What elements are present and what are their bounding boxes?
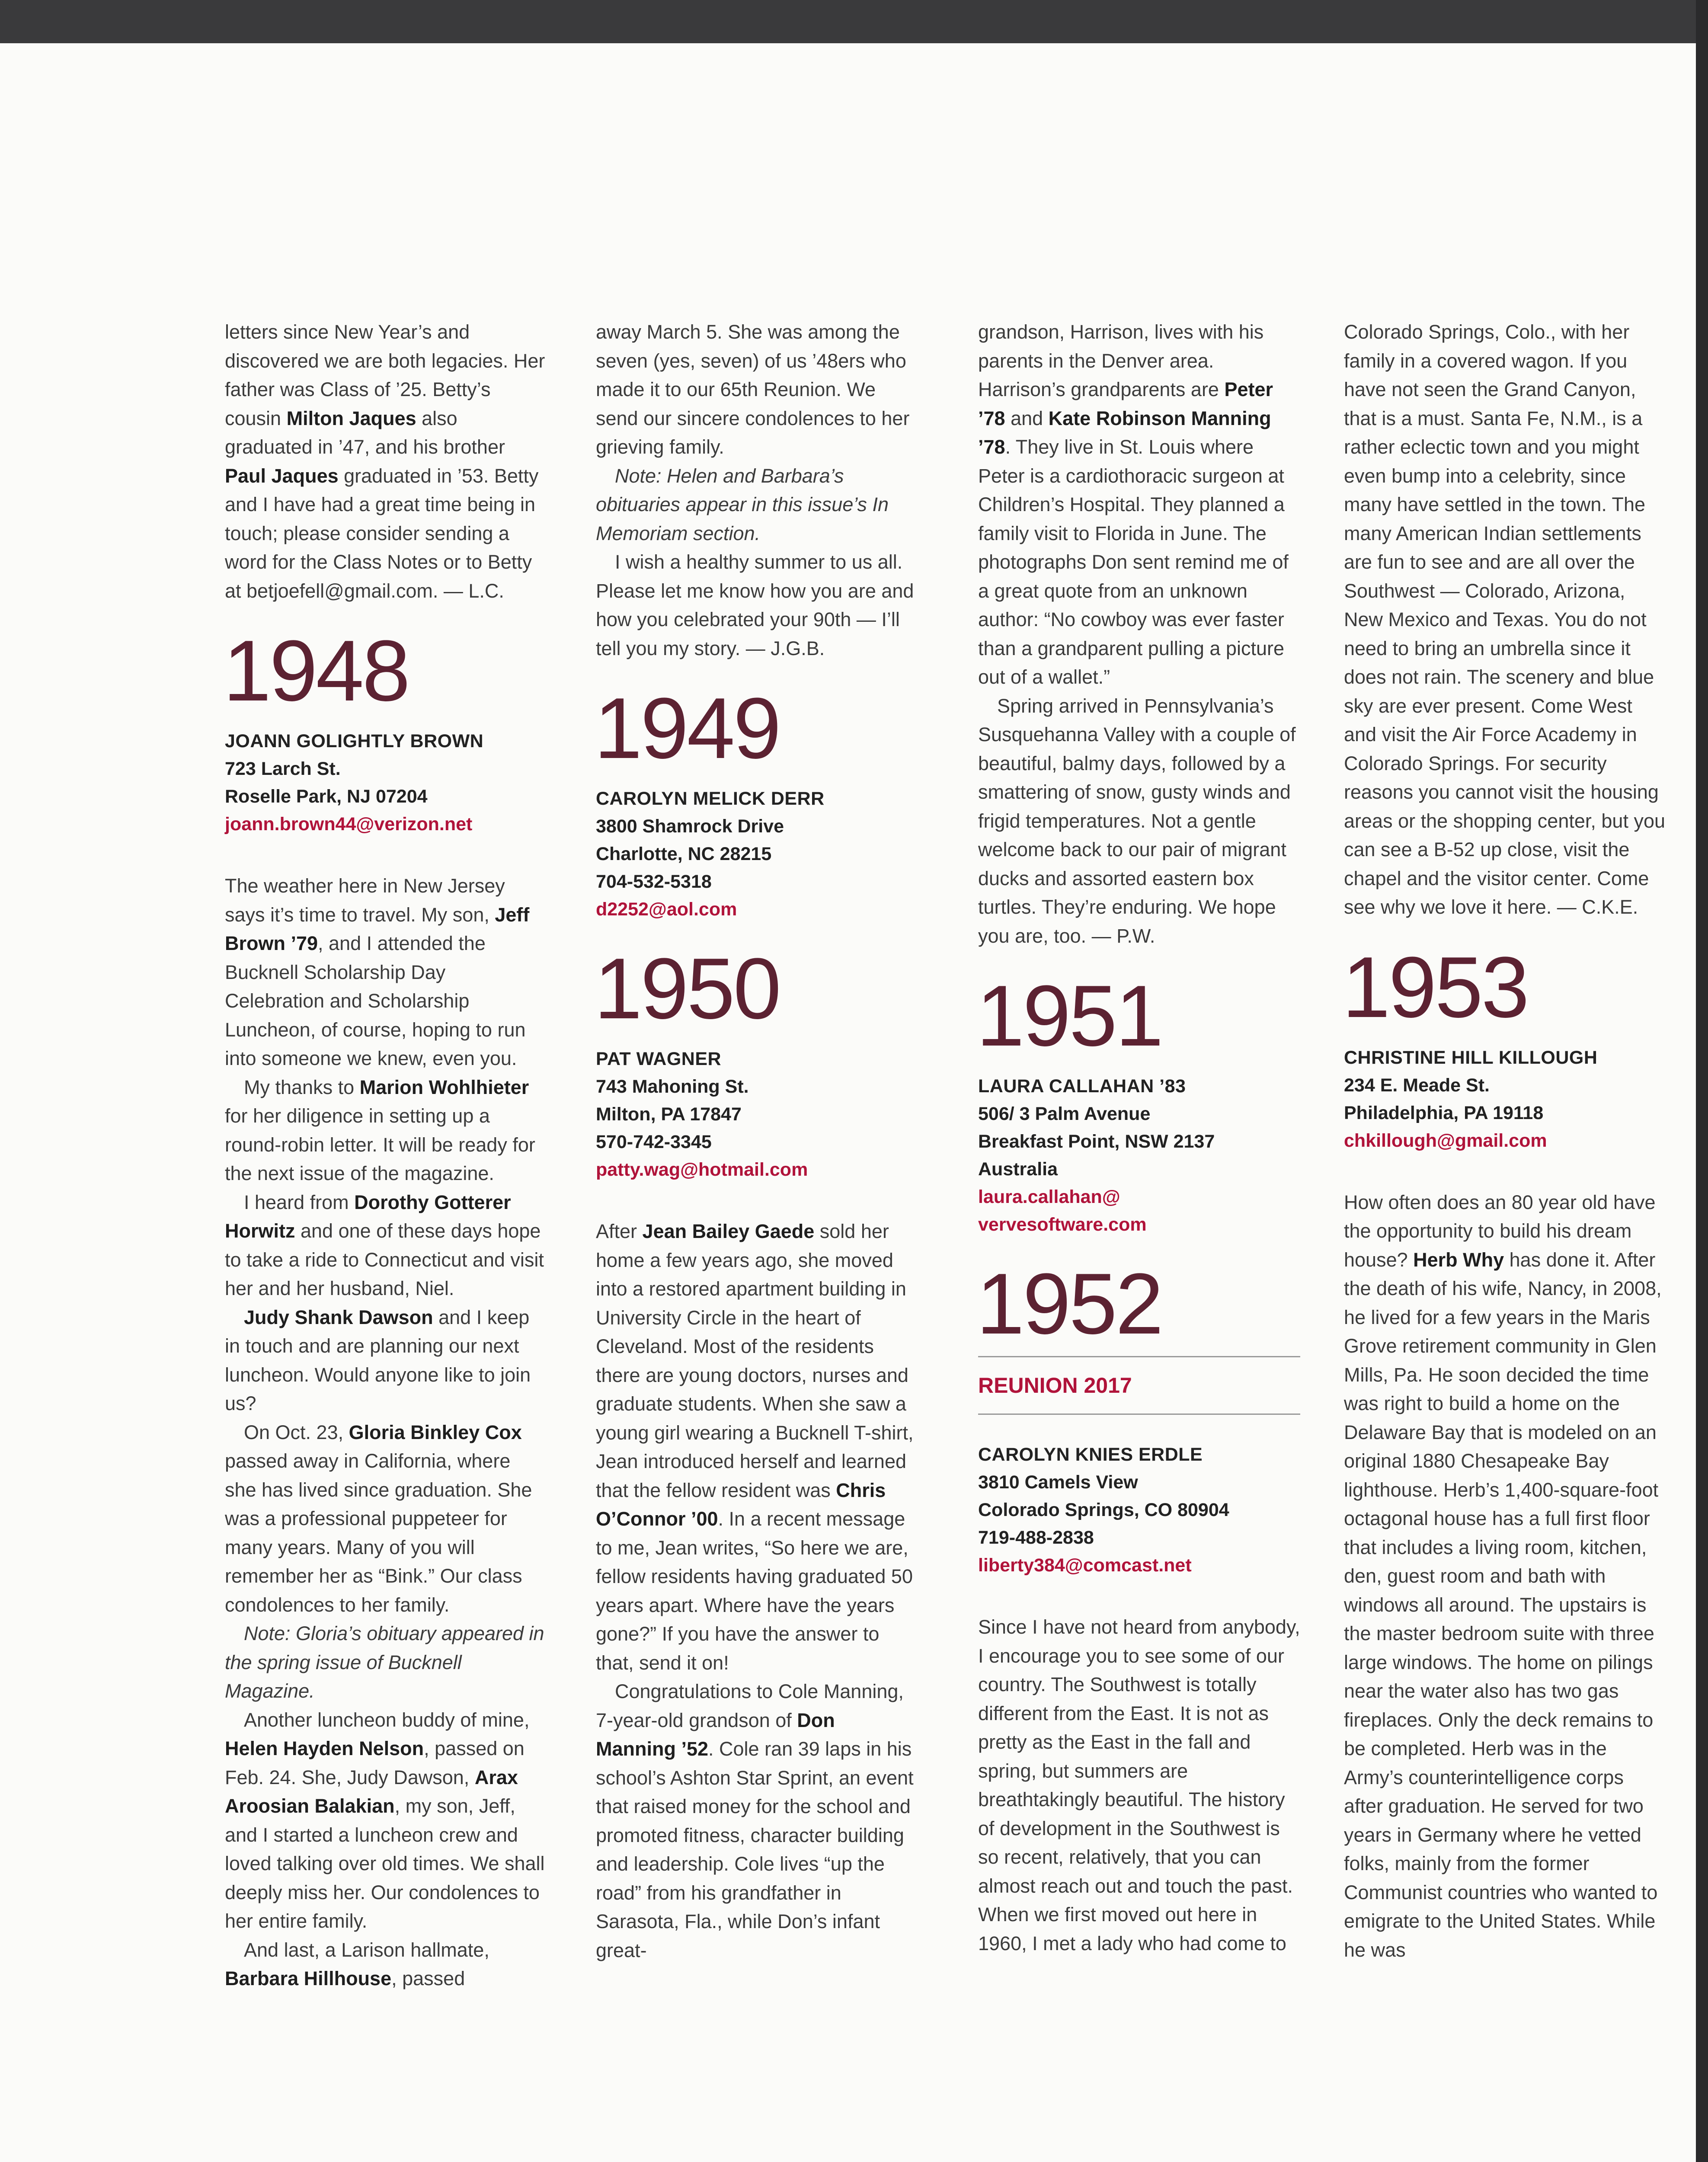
contact-name: JOANN GOLIGHTLY BROWN xyxy=(225,731,484,752)
paragraph-note: Note: Gloria’s obituary appeared in the spring issue of Bucknell Magazine. xyxy=(225,1622,544,1702)
class-year-heading: 1953 xyxy=(1342,939,1528,1036)
page-spine-shadow xyxy=(1696,0,1708,2162)
class-year-heading: 1950 xyxy=(594,940,780,1037)
paragraph: I wish a healthy summer to us all. Please let me know how you are and how you celebrated your 90th — I’ll tell you my story. — J.G.B. xyxy=(596,551,914,659)
paragraph: away March 5. She was among the seven (yes, seven) of us ’48ers who made it to our 65th Reunion. We send our sincere condolences to her grieving family. xyxy=(596,321,910,458)
contact-city: Colorado Springs, CO 80904 xyxy=(978,1500,1229,1520)
class-contact xyxy=(596,1045,918,1183)
contact-email: d2252@aol.com xyxy=(596,899,737,920)
contact-street: 723 Larch St. xyxy=(225,758,341,779)
paragraph: letters since New Year’s and discovered we are both legacies. Her father was Class of ’25. Betty’s cousin Milton Jaques also graduated in ’47, and his brother Paul Jaques graduated in ’53. Betty and I have had a great time being in touch; please consider sending a word for the Class Notes or to Betty at betjoefell@gmail.com. — L.C. xyxy=(225,321,545,602)
contact-street: 3810 Camels View xyxy=(978,1472,1138,1493)
paragraph: grandson, Harrison, lives with his parents in the Denver area. Harrison’s grandparents are Peter ’78 and Kate Robinson Manning ’78. They live in St. Louis where Peter is a cardiothoracic surgeon at Children’s Hospital. They planned a family visit to Florida in June. The photographs Don sent remind me of a great quote from an unknown author: “No cowboy was ever faster than a grandparent pulling a picture out of a wallet.” xyxy=(978,321,1289,688)
reunion-banner: REUNION 2017 xyxy=(978,1356,1300,1415)
column-1 xyxy=(225,318,547,1993)
column-2 xyxy=(596,318,918,1965)
contact-street: 506/ 3 Palm Avenue xyxy=(978,1103,1151,1124)
paragraph: Spring arrived in Pennsylvania’s Susquehanna Valley with a couple of beautiful, balmy days, followed by a smattering of snow, gusty winds and frigid temperatures. Not a gentle welcome back to our pair of migrant ducks and assorted eastern box turtles. They’re enduring. We hope you are, too. — P.W. xyxy=(978,694,1296,947)
contact-name: CHRISTINE HILL KILLOUGH xyxy=(1344,1047,1598,1068)
class-contact xyxy=(1344,1044,1666,1155)
contact-phone: 719-488-2838 xyxy=(978,1527,1094,1548)
contact-city: Roselle Park, NJ 07204 xyxy=(225,786,428,807)
contact-city: Charlotte, NC 28215 xyxy=(596,844,772,864)
contact-name: PAT WAGNER xyxy=(596,1049,722,1069)
contact-country: Australia xyxy=(978,1159,1058,1180)
paragraph: Colorado Springs, Colo., with her family in a covered wagon. If you have not seen the Grand Canyon, that is a must. Santa Fe, N.M., is a rather eclectic town and you might even bump into a celebrity, since many have settled in the town. The many American Indian settlements are fun to see and are all over the Southwest — Colorado, Arizona, New Mexico and Texas. You do not need to bring an umbrella since it does not rain. The scenery and blue sky are ever present. Come West and visit the Air Force Academy in Colorado Springs. For security reasons you cannot visit the housing areas or the shopping center, but you can see a B-52 up close, visit the chapel and the visitor center. Come see why we love it here. — C.K.E. xyxy=(1344,321,1666,918)
contact-street: 234 E. Meade St. xyxy=(1344,1075,1490,1096)
contact-name: CAROLYN MELICK DERR xyxy=(596,788,825,809)
class-contact xyxy=(596,785,918,923)
class-contact xyxy=(225,727,547,838)
contact-street: 743 Mahoning St. xyxy=(596,1076,749,1097)
paragraph: The weather here in New Jersey says it’s time to travel. My son, Jeff Brown ’79, and I attended the Bucknell Scholarship Day Celebration and Scholarship Luncheon, of course, hoping to run into someone we knew, even you. xyxy=(225,875,530,1069)
contact-street: 3800 Shamrock Drive xyxy=(596,816,784,837)
class-contact xyxy=(978,1441,1300,1579)
paragraph: On Oct. 23, Gloria Binkley Cox passed away in California, where she has lived since graduation. She was a professional puppeteer for many years. Many of you will remember her as “Bink.” Our class condolences to her family. xyxy=(225,1421,532,1616)
class-contact xyxy=(978,1072,1300,1238)
contact-city: Milton, PA 17847 xyxy=(596,1104,742,1125)
class-year-heading: 1952 xyxy=(976,1256,1162,1352)
contact-phone: 704-532-5318 xyxy=(596,871,712,892)
paragraph: After Jean Bailey Gaede sold her home a few years ago, she moved into a restored apartment building in University Circle in the heart of Cleveland. Most of the residents there are young doctors, nurses and graduate students. When she saw a young girl wearing a Bucknell T-shirt, Jean introduced herself and learned that the fellow resident was Chris O’Connor ’00. In a recent message to me, Jean writes, “So here we are, fellow residents having graduated 50 years apart. Where have the years gone?” If you have the answer to that, send it on! xyxy=(596,1220,914,1674)
class-year-heading: 1948 xyxy=(223,623,409,719)
paragraph: And last, a Larison hallmate, Barbara Hillhouse, passed xyxy=(225,1938,489,1989)
paragraph: Congratulations to Cole Manning, 7-year-old grandson of Don Manning ’52. Cole ran 39 laps in his school’s Ashton Star Sprint, an event that raised money for the school and promoted fitness, character building and leadership. Cole lives “up the road” from his grandfather in Sarasota, Fla., while Don’s infant great- xyxy=(596,1680,914,1961)
paragraph: Since I have not heard from anybody, I encourage you to see some of our country. The Southwest is totally different from the East. It is not as pretty as the East in the fall and spring, but summers are breathtakingly beautiful. The history of development in the Southwest is so recent, relatively, that you can almost reach out and touch the past. When we first moved out here in 1960, I met a lady who had come to xyxy=(978,1616,1300,1954)
contact-city: Breakfast Point, NSW 2137 xyxy=(978,1131,1215,1152)
contact-phone: 570-742-3345 xyxy=(596,1132,712,1152)
contact-email: joann.brown44@verizon.net xyxy=(225,814,473,835)
contact-email: laura.callahan@ xyxy=(978,1187,1120,1207)
column-4 xyxy=(1344,318,1666,1964)
contact-name: LAURA CALLAHAN ’83 xyxy=(978,1076,1186,1097)
paragraph: Judy Shank Dawson and I keep in touch and are planning our next luncheon. Would anyone like to join us? xyxy=(225,1306,531,1414)
contact-email: patty.wag@hotmail.com xyxy=(596,1159,808,1180)
contact-city: Philadelphia, PA 19118 xyxy=(1344,1102,1544,1123)
class-year-heading: 1951 xyxy=(976,968,1162,1064)
column-3 xyxy=(978,318,1300,1958)
contact-name: CAROLYN KNIES ERDLE xyxy=(978,1444,1203,1465)
contact-email: chkillough@gmail.com xyxy=(1344,1130,1547,1151)
contact-email-continued: vervesoftware.com xyxy=(978,1214,1147,1235)
paragraph: I heard from Dorothy Gotterer Horwitz and one of these days hope to take a ride to Connecticut and visit her and her husband, Niel. xyxy=(225,1191,544,1299)
paragraph: How often does an 80 year old have the opportunity to build his dream house? Herb Why has done it. After the death of his wife, Nancy, in 2008, he lived for a few years in the Maris Grove retirement community in Glen Mills, Pa. He soon decided the time was right to build a home on the Delaware Bay that is modeled on an original 1880 Chesapeake Bay lighthouse. Herb’s 1,400-square-foot octagonal house has a full first floor that includes a living room, kitchen, den, guest room and bath with windows all around. The upstairs is the master bedroom suite with three large windows. The home on pilings near the water also has two gas fireplaces. Only the deck remains to be completed. Herb was in the Army’s counterintelligence corps after graduation. He served for two years in Germany where he vetted folks, mainly from the former Communist countries who wanted to emigrate to the United States. While he was xyxy=(1344,1191,1662,1961)
paragraph-note: Note: Helen and Barbara’s obituaries appear in this issue’s In Memoriam section. xyxy=(596,464,889,544)
paragraph: Another luncheon buddy of mine, Helen Hayden Nelson, passed on Feb. 24. She, Judy Dawson, Arax Aroosian Balakian, my son, Jeff, and I started a luncheon crew and loved talking over old times. We shall deeply miss her. Our condolences to her entire family. xyxy=(225,1708,545,1932)
class-year-heading: 1949 xyxy=(594,680,780,777)
contact-email: liberty384@comcast.net xyxy=(978,1555,1192,1576)
paragraph: My thanks to Marion Wohlhieter for her diligence in setting up a round-robin letter. It will be ready for the next issue of the magazine. xyxy=(225,1076,535,1184)
